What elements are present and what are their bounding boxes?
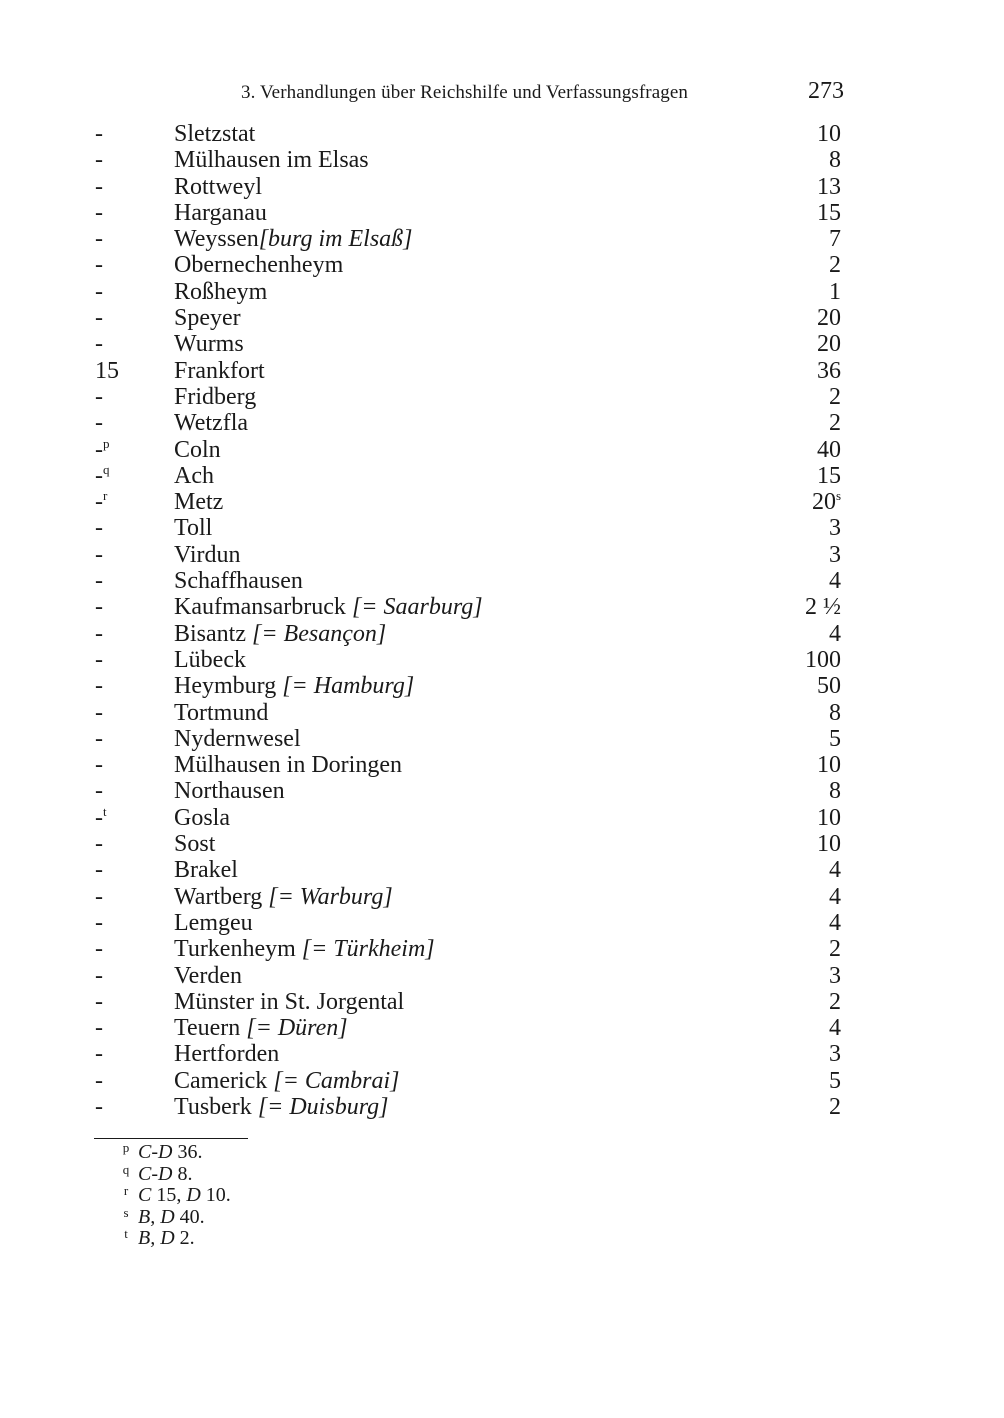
place-name: Virdun (174, 541, 241, 568)
place-name: Mülhausen im Elsas (174, 147, 369, 174)
table-row (0, 384, 1004, 410)
table-row (0, 331, 1004, 357)
running-header (0, 78, 1004, 108)
table-row (0, 857, 1004, 883)
row-marker: - (95, 1093, 103, 1120)
place-name: Kaufmansarbruck [= Saarburg] (174, 594, 483, 621)
editorial-note: [= Saarburg] (351, 594, 483, 621)
table-row (0, 700, 1004, 726)
row-marker: - (95, 699, 103, 726)
row-marker: - (95, 673, 103, 700)
place-name: Heymburg [= Hamburg] (174, 673, 415, 700)
editorial-note: [= Cambrai] (273, 1067, 400, 1094)
contribution-value: 1 (829, 278, 841, 305)
table-row (0, 542, 1004, 568)
row-marker: -$^r$ (95, 488, 108, 516)
place-name: Obernechenheym (174, 252, 344, 279)
table-row (0, 174, 1004, 200)
row-marker: - (95, 594, 103, 621)
contribution-value: 4 (829, 620, 841, 647)
contribution-value: 4 (829, 857, 841, 884)
contribution-value: 15 (817, 462, 841, 489)
table-row (0, 963, 1004, 989)
table-row (0, 147, 1004, 173)
place-name: Brakel (174, 857, 238, 884)
place-name: Frankfort (174, 357, 265, 384)
table-row (0, 489, 1004, 515)
footnote-text: C-D 8. (138, 1162, 193, 1185)
editorial-note: [= Hamburg] (282, 673, 415, 700)
table-row (0, 594, 1004, 620)
table-row (0, 200, 1004, 226)
place-name: Verden (174, 962, 242, 989)
table-row (0, 410, 1004, 436)
row-marker: - (95, 962, 103, 989)
contribution-value: 2 (829, 383, 841, 410)
footnote-ref: s (835, 488, 841, 504)
footnote-text: C 15, D 10. (138, 1184, 231, 1206)
row-marker: - (95, 278, 103, 305)
table-row (0, 437, 1004, 463)
contribution-value: 7 (829, 226, 841, 253)
contribution-value: 2 (829, 252, 841, 279)
row-marker: - (95, 909, 103, 936)
contribution-value: 10 (817, 121, 841, 147)
table-row (0, 805, 1004, 831)
place-name: Wetzfla (174, 410, 249, 437)
table-row (0, 568, 1004, 594)
contribution-value: 20$^s$ (811, 488, 841, 516)
page-number: 273 (808, 78, 844, 104)
row-marker: - (95, 752, 103, 779)
table-row (0, 121, 1004, 147)
place-name: Nydernwesel (174, 725, 301, 752)
row-marker: - (95, 883, 103, 910)
footnote-key: t (124, 1226, 128, 1241)
row-marker: -$^q$ (95, 461, 110, 489)
contribution-value: 8 (829, 147, 841, 174)
table-row (0, 252, 1004, 278)
place-name: Speyer (174, 305, 241, 332)
table-row (0, 1094, 1004, 1120)
row-marker: - (95, 515, 103, 542)
row-marker: - (95, 147, 103, 174)
contribution-value: 100 (805, 646, 841, 673)
place-name: Metz (174, 489, 224, 516)
row-marker: - (95, 305, 103, 332)
table-row (0, 673, 1004, 699)
contribution-value: 20 (817, 305, 841, 332)
contribution-value: 3 (829, 962, 841, 989)
footnote-key: p (122, 1140, 130, 1155)
place-name: Teuern [= Düren] (174, 1015, 348, 1042)
contribution-value: 10 (817, 831, 841, 858)
footnote-key: r (123, 1183, 129, 1198)
row-marker: - (95, 383, 103, 410)
table-row (0, 515, 1004, 541)
editorial-note: [= Besançon] (252, 620, 387, 647)
contribution-value: 5 (829, 725, 841, 752)
place-name: Toll (174, 515, 213, 542)
contribution-value: 8 (829, 778, 841, 805)
place-name: Tusberk [= Duisburg] (174, 1093, 389, 1120)
table-row (0, 621, 1004, 647)
table-row (0, 1015, 1004, 1041)
footnote-key: s (123, 1204, 129, 1220)
place-name: Fridberg (174, 383, 257, 410)
row-marker: - (95, 646, 103, 673)
row-marker: - (95, 1015, 103, 1042)
row-marker: - (95, 199, 103, 226)
row-marker: - (95, 1041, 103, 1068)
place-name: Bisantz [= Besançon] (174, 620, 387, 647)
table-row (0, 778, 1004, 804)
row-marker: - (95, 226, 103, 253)
place-name: Sletzstat (174, 121, 256, 147)
contribution-value: 5 (829, 1067, 841, 1094)
footnote-rule (94, 1138, 248, 1139)
row-marker: - (95, 936, 103, 963)
contribution-value: 4 (829, 1015, 841, 1042)
editorial-note: [= Türkheim] (301, 936, 435, 963)
place-name: Mülhausen in Doringen (174, 752, 402, 779)
place-name: Northausen (174, 778, 285, 805)
table-row (0, 936, 1004, 962)
contribution-value: 10 (817, 752, 841, 779)
contribution-table (0, 121, 1004, 1120)
place-name: Hertforden (174, 1041, 280, 1068)
place-name: Münster in St. Jorgental (174, 988, 405, 1015)
contribution-value: 3 (829, 515, 841, 542)
place-name: Ach (174, 462, 214, 489)
place-name: Harganau (174, 199, 267, 226)
row-marker: - (95, 857, 103, 884)
place-name: Schaffhausen (174, 568, 303, 595)
editorial-note: [= Düren] (246, 1015, 348, 1042)
contribution-value: 2 ½ (805, 594, 841, 621)
place-name: Sost (174, 831, 216, 858)
footnote-text: B, D 40. (138, 1205, 205, 1228)
footnote-ref: q (103, 461, 110, 477)
table-row (0, 752, 1004, 778)
place-name: Wartberg [= Warburg] (174, 883, 393, 910)
table-row (0, 647, 1004, 673)
table-row (0, 1068, 1004, 1094)
row-marker: - (95, 331, 103, 358)
editorial-note: [burg im Elsaß] (258, 226, 413, 253)
place-name: Turkenheym [= Türkheim] (174, 936, 435, 963)
contribution-value: 8 (829, 699, 841, 726)
contribution-value: 3 (829, 541, 841, 568)
table-row (0, 910, 1004, 936)
contribution-value: 2 (829, 410, 841, 437)
table-row (0, 1041, 1004, 1067)
row-marker: - (95, 541, 103, 568)
table-row (0, 305, 1004, 331)
table-row (0, 884, 1004, 910)
contribution-value: 36 (817, 357, 841, 384)
footnote-ref: p (103, 435, 110, 451)
table-row (0, 831, 1004, 857)
place-name: Wurms (174, 331, 244, 358)
contribution-value: 4 (829, 883, 841, 910)
row-marker: - (95, 1067, 103, 1094)
row-marker: -$^p$ (95, 435, 110, 463)
contribution-value: 4 (829, 909, 841, 936)
footnote-text: C-D 36. (138, 1141, 203, 1163)
place-name: Gosla (174, 804, 230, 831)
table-row (0, 279, 1004, 305)
place-name: Camerick [= Cambrai] (174, 1067, 400, 1094)
editorial-note: [= Warburg] (268, 883, 393, 910)
contribution-value: 15 (817, 199, 841, 226)
contribution-value: 50 (817, 673, 841, 700)
table-row (0, 226, 1004, 252)
contribution-value: 2 (829, 1093, 841, 1120)
place-name: Roßheym (174, 278, 268, 305)
place-name: Coln (174, 436, 221, 463)
row-marker: 15 (95, 357, 119, 384)
footnote-ref: t (103, 803, 107, 819)
contribution-value: 40 (817, 436, 841, 463)
row-marker: - (95, 568, 103, 595)
table-row (0, 463, 1004, 489)
place-name: Lübeck (174, 646, 246, 673)
row-marker: - (95, 831, 103, 858)
row-marker: - (95, 725, 103, 752)
contribution-value: 3 (829, 1041, 841, 1068)
row-marker: - (95, 252, 103, 279)
header-title: 3. Verhandlungen über Reichshilfe und Verfassungsfragen (241, 82, 688, 103)
place-name: Rottweyl (174, 173, 262, 200)
row-marker: -$^t$ (95, 803, 107, 831)
contribution-value: 2 (829, 936, 841, 963)
footnote-key: q (122, 1161, 130, 1177)
editorial-note: [= Duisburg] (257, 1093, 389, 1120)
contribution-value: 4 (829, 568, 841, 595)
row-marker: - (95, 620, 103, 647)
contribution-value: 10 (817, 804, 841, 831)
contribution-value: 13 (817, 173, 841, 200)
place-name: Tortmund (174, 699, 269, 726)
table-row (0, 358, 1004, 384)
contribution-value: 2 (829, 988, 841, 1015)
place-name: Weyssen[burg im Elsaß] (174, 226, 413, 253)
footnote-text: B, D 2. (138, 1227, 195, 1249)
contribution-value: 20 (817, 331, 841, 358)
table-row (0, 726, 1004, 752)
table-row (0, 989, 1004, 1015)
row-marker: - (95, 121, 103, 147)
place-name: Lemgeu (174, 909, 253, 936)
row-marker: - (95, 410, 103, 437)
footnote-ref: r (103, 488, 108, 504)
row-marker: - (95, 173, 103, 200)
row-marker: - (95, 988, 103, 1015)
row-marker: - (95, 778, 103, 805)
